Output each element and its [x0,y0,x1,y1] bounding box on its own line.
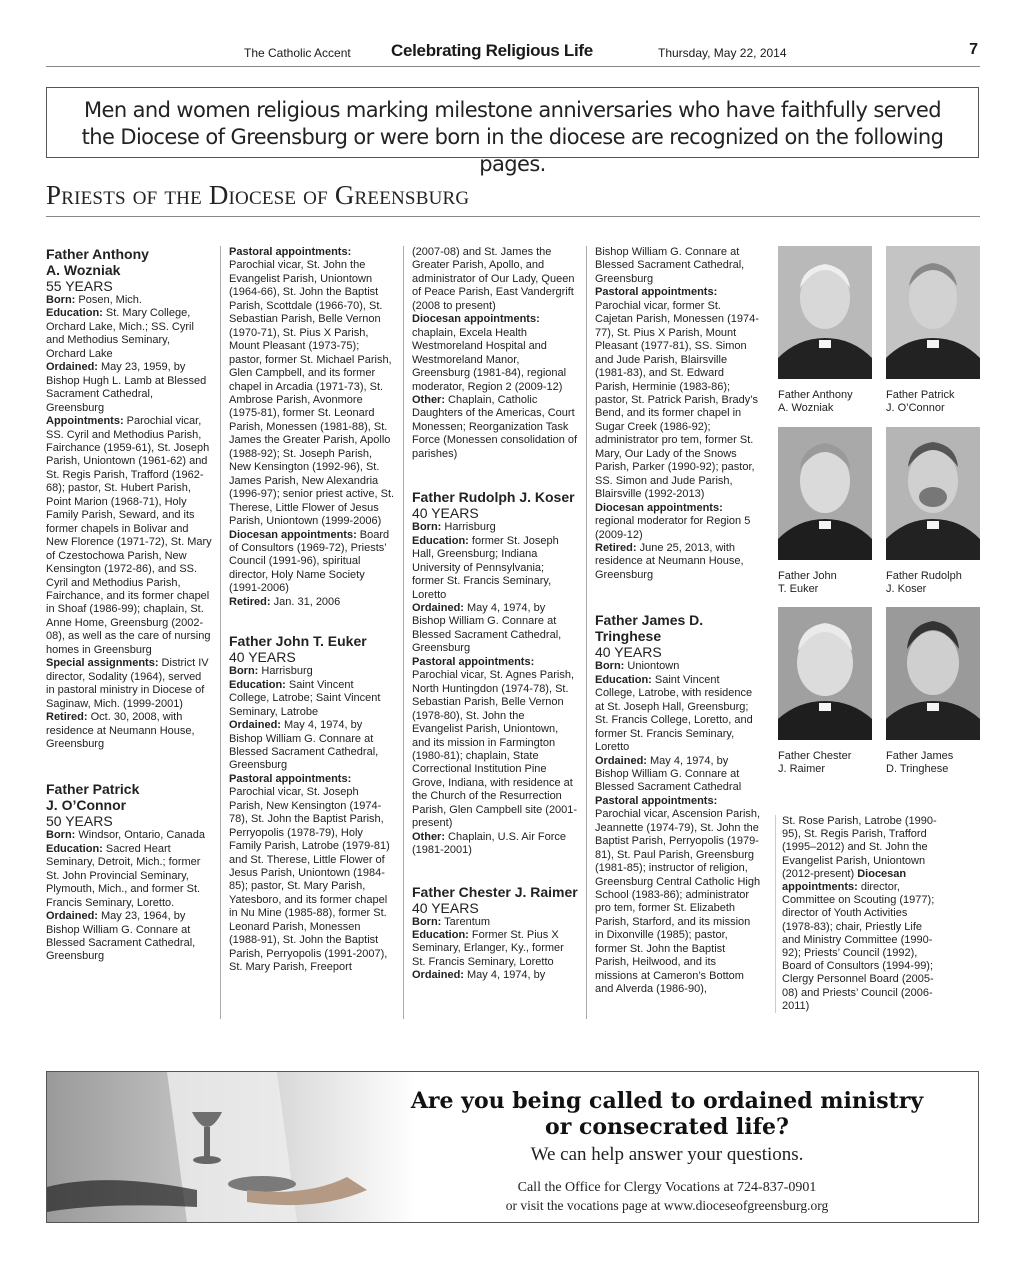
priest-photo [886,246,980,379]
photo-caption: Father Rudolph J. Koser [886,570,962,595]
priest-bio: St. Rose Parish, Latrobe (1990-95), St. Regis Parish, Trafford (1995–2012) and St. John the Evangelist Parish, Uniontown (2012-present) Diocesan appointments: director, Committee on Scouting (1977); director of Youth Activities (1978-83); chair, Priestly Life and Ministry Committee (1990-92); Priests’ Council (1992), Board of Consultors (1994-99); Clergy Personnel Board (2005-08) and Priests’ Council (2006-2011) [782,815,937,1012]
anniversary-years: 50 YEARS [46,813,113,830]
page-header [46,40,980,67]
priest-name: Father Patrick J. O’Connor [46,781,140,814]
column-divider [220,246,221,1019]
priest-portrait-icon [886,607,980,740]
priest-bio: Pastoral appointments: Parochial vicar, St. John the Evangelist Parish, Uniontown (1964-66), St. John the Baptist Parish, Scottdale (1966-70), St. Sebastian Parish, Belle Vernon (1970-71), St. Pius X Parish, Mount Pleasant (1973-75); pastor, former St. Michael Parish, Glen Campbell, and its former chapel in Arcadia (1971-73), St. Ambrose Parish, Avonmore (1975-81), former St. Leonard Parish, Monessen (1981-88), St. James the Greater Parish, Apollo (1988-92); St. Joseph Parish, New Kensington (1992-96), St. James Parish, New Alexandria (1996-97); senior priest active, St. Therese, Little Flower of Jesus Parish, Uniontown (1999-2006) Diocesan appointments: Board of Consultors (1969-72), Priests’ Council (1991-96), spiritual director, Holy Name Society (1991-2006) Retired: Jan. 31, 2006 [229,246,395,608]
priest-portrait-icon [778,246,872,379]
issue-date: Thursday, May 22, 2014 [658,46,787,60]
priest-bio: Born: Harrisburg Education: Saint Vincent College, Latrobe; Saint Vincent Seminary, Latrobe Ordained: May 4, 1974, by Bishop William G. Connare at Blessed Sacrament Cathedral, Greensburg Pastoral appointments: Parochial vicar, St. Joseph Parish, New Kensington (1974-78), St. John the Baptist Parish, Perryopolis (1978-79), Holy Family Parish, Latrobe (1979-81) and St. Therese, Little Flower of Jesus Parish, Uniontown (1984-85); pastor, St. Mary Parish, Yatesboro, and its former chapel in Nu Mine (1985-88), former St. Leonard Parish, Monessen (1988-91), St. John the Baptist Parish, Perryopolis (1991-2007), St. Mary Parish, Freeport [229,665,390,974]
priest-bio: Born: Posen, Mich. Education: St. Mary College, Orchard Lake, Mich.; SS. Cyril and Methodius Seminary, Orchard Lake Ordained: May 23, 1959, by Bishop Hugh L. Lamb at Blessed Sacrament Cathedral, Greensburg Appointments: Parochial vicar, SS. Cyril and Methodius Parish, Fairchance (1959-61), St. Joseph Parish, Uniontown (1961-62) and St. Regis Parish, Trafford (1962-68); pastor, St. Hubert Parish, Point Marion (1968-71), Holy Family Parish, Seward, and its former chapels in Bolivar and New Florence (1971-72), St. Mary of Czestochowa Parish, New Kensington (1972-86), and SS. Cyril and Methodius Parish, Fairchance, and its former chapel in Shoaf (1986-99); chaplain, St. Anne Home, Greensburg (2002-08), as well as the care of nursing homes in Greensburg Special assignments: District IV director, Sodality (1964), served in pastoral ministry in Diocese of Saginaw, Mich. (1999-2001) Retired: Oct. 30, 2008, with residence at Neumann House, Greensburg [46,294,212,750]
anniversary-years: 40 YEARS [229,649,296,666]
photo-caption: Father Anthony A. Wozniak [778,389,853,414]
ad-title-line-2: or consecrated life? [545,1114,789,1140]
priest-bio: Born: Tarentum Education: Former St. Pius X Seminary, Erlanger, Ky., former St. Francis Seminary, Loretto Ordained: May 4, 1974, by [412,915,564,982]
intro-box [46,87,979,176]
chalice-icon [47,1072,417,1222]
vocations-ad [46,1071,979,1223]
priest-name: Father James D. Tringhese [595,612,704,645]
priest-name: Father Rudolph J. Koser [412,489,575,506]
anniversary-years: 55 YEARS [46,278,113,294]
anniversary-years: 40 YEARS [412,505,479,522]
ad-title [397,1088,937,1140]
intro-line-1: Men and women religious marking milestone anniversaries who have faithfully served [84,98,941,122]
anniversary-years: 40 YEARS [412,899,479,916]
section-title: Priests of the Diocese of Greensburg [46,180,980,217]
publication-name: The Catholic Accent [244,46,351,60]
ad-title-line-1: Are you being called to ordained ministry [410,1088,924,1114]
column-divider [586,246,587,1019]
priest-photo [886,607,980,740]
priest-portrait-icon [886,427,980,560]
photo-caption: Father James D. Tringhese [886,750,954,775]
column-2 [229,246,395,975]
priest-name: Father John T. Euker [229,633,367,650]
ad-phone: Call the Office for Clergy Vocations at 724-837-0901 [517,1180,817,1195]
column-1 [46,246,212,964]
priest-bio: Bishop William G. Connare at Blessed Sacrament Cathedral, Greensburg Pastoral appointments: Parochial vicar, former St. Cajetan Parish, Monessen (1974-77), St. Pius X Parish, Mount Pleasant (1977-81), SS. Simon and Jude Parish, Blairsville (1981-83), and St. Edward Parish, Herminie (1983-86); pastor, St. Patrick Parish, Brady’s Bend, and its former chapel in Sugar Creek (1986-92); administrator pro tem, former St. Mary, Our Lady of the Snows Parish, Parker (1990-92); pastor, SS. Simon and Jude Parish, Blairsville (1992-2013) Diocesan appointments: regional moderator for Region 5 (2009-12) Retired: June 25, 2013, with residence at Neumann House, Greensburg [595,246,759,581]
priest-photo [886,427,980,560]
priest-portrait-icon [886,246,980,379]
priest-bio: (2007-08) and St. James the Greater Parish, Apollo, and administrator of Our Lady, Queen of Peace Parish, East Vandergrift (2008 to present) Diocesan appointments: chaplain, Excela Health Westmoreland Hospital and Westmoreland Manor, Greensburg (1981-84), regional moderator, Region 2 (2009-12) Other: Chaplain, Catholic Daughters of the Americas, Court Monessen; Reorganization Task Force (Monessen consolidation of parishes) [412,246,578,460]
priest-bio: Born: Uniontown Education: Saint Vincent College, Latrobe, with residence at St. Joseph Hall, Greensburg; St. Francis College, Loretto, and former St. Francis Seminary, Loretto Ordained: May 4, 1974, by Bishop William G. Connare at Blessed Sacrament Cathedral Pastoral appointments: Parochial vicar, Ascension Parish, Jeannette (1974-79), St. John the Baptist Parish, Perryopolis (1979-81), St. Paul Parish, Greensburg (1981-85); instructor of religion, Greensburg Central Catholic High School (1983-86); administrator pro tem, former St. Elizabeth Parish, Starford, and its mission in Dixonville (1985); pastor, former St. John the Baptist Parish, Heilwood, and its missions at Cameron’s Bottom and Alverda (1986-90), [595,660,761,996]
section-name: Celebrating Religious Life [391,41,593,60]
priest-photo [778,607,872,740]
column-divider [403,246,404,1019]
priest-bio: Born: Windsor, Ontario, Canada Education: Sacred Heart Seminary, Detroit, Mich.; former St. John Provincial Seminary, Plymouth, Mich., and former St. Francis Seminary, Loretto. Ordained: May 23, 1964, by Bishop William G. Connare at Blessed Sacrament Cathedral, Greensburg [46,829,205,963]
priest-name: Father Anthony A. Wozniak [46,246,149,278]
priest-portrait-icon [778,607,872,740]
photo-caption: Father Chester J. Raimer [778,750,852,775]
priest-photo [778,246,872,379]
page-number: 7 [969,41,978,58]
ad-website: or visit the vocations page at www.dioceseofgreensburg.org [505,1198,829,1213]
column-3 [412,246,578,983]
anniversary-years: 40 YEARS [595,644,662,661]
priest-portrait-icon [778,427,872,560]
priest-photo [778,427,872,560]
priest-bio: Born: Harrisburg Education: former St. Joseph Hall, Greensburg; Indiana University of Pennsylvania; former St. Francis Seminary, Loretto Ordained: May 4, 1974, by Bishop William G. Connare at Blessed Sacrament Cathedral, Greensburg Pastoral appointments: Parochial vicar, St. Agnes Parish, North Huntingdon (1974-78), St. Sebastian Parish, Belle Vernon (1978-80), St. John the Evangelist Parish, Uniontown, and its mission in Farmington (1980-81); chaplain, State Correctional Institution Pine Grove, Indiana, with residence at the Church of the Resurrection Parish, Glen Campbell site (2001-present) Other: Chaplain, U.S. Air Force (1981-2001) [412,521,578,857]
column-4 [595,246,761,997]
photo-caption: Father Patrick J. O’Connor [886,389,955,414]
photo-caption: Father John T. Euker [778,570,837,595]
priest-name: Father Chester J. Raimer [412,883,578,900]
ad-subtitle: We can help answer your questions. [530,1144,804,1165]
bio-continuation [775,815,939,1013]
intro-line-2: the Diocese of Greensburg or were born in the diocese are recognized on the following pages. [81,125,944,176]
